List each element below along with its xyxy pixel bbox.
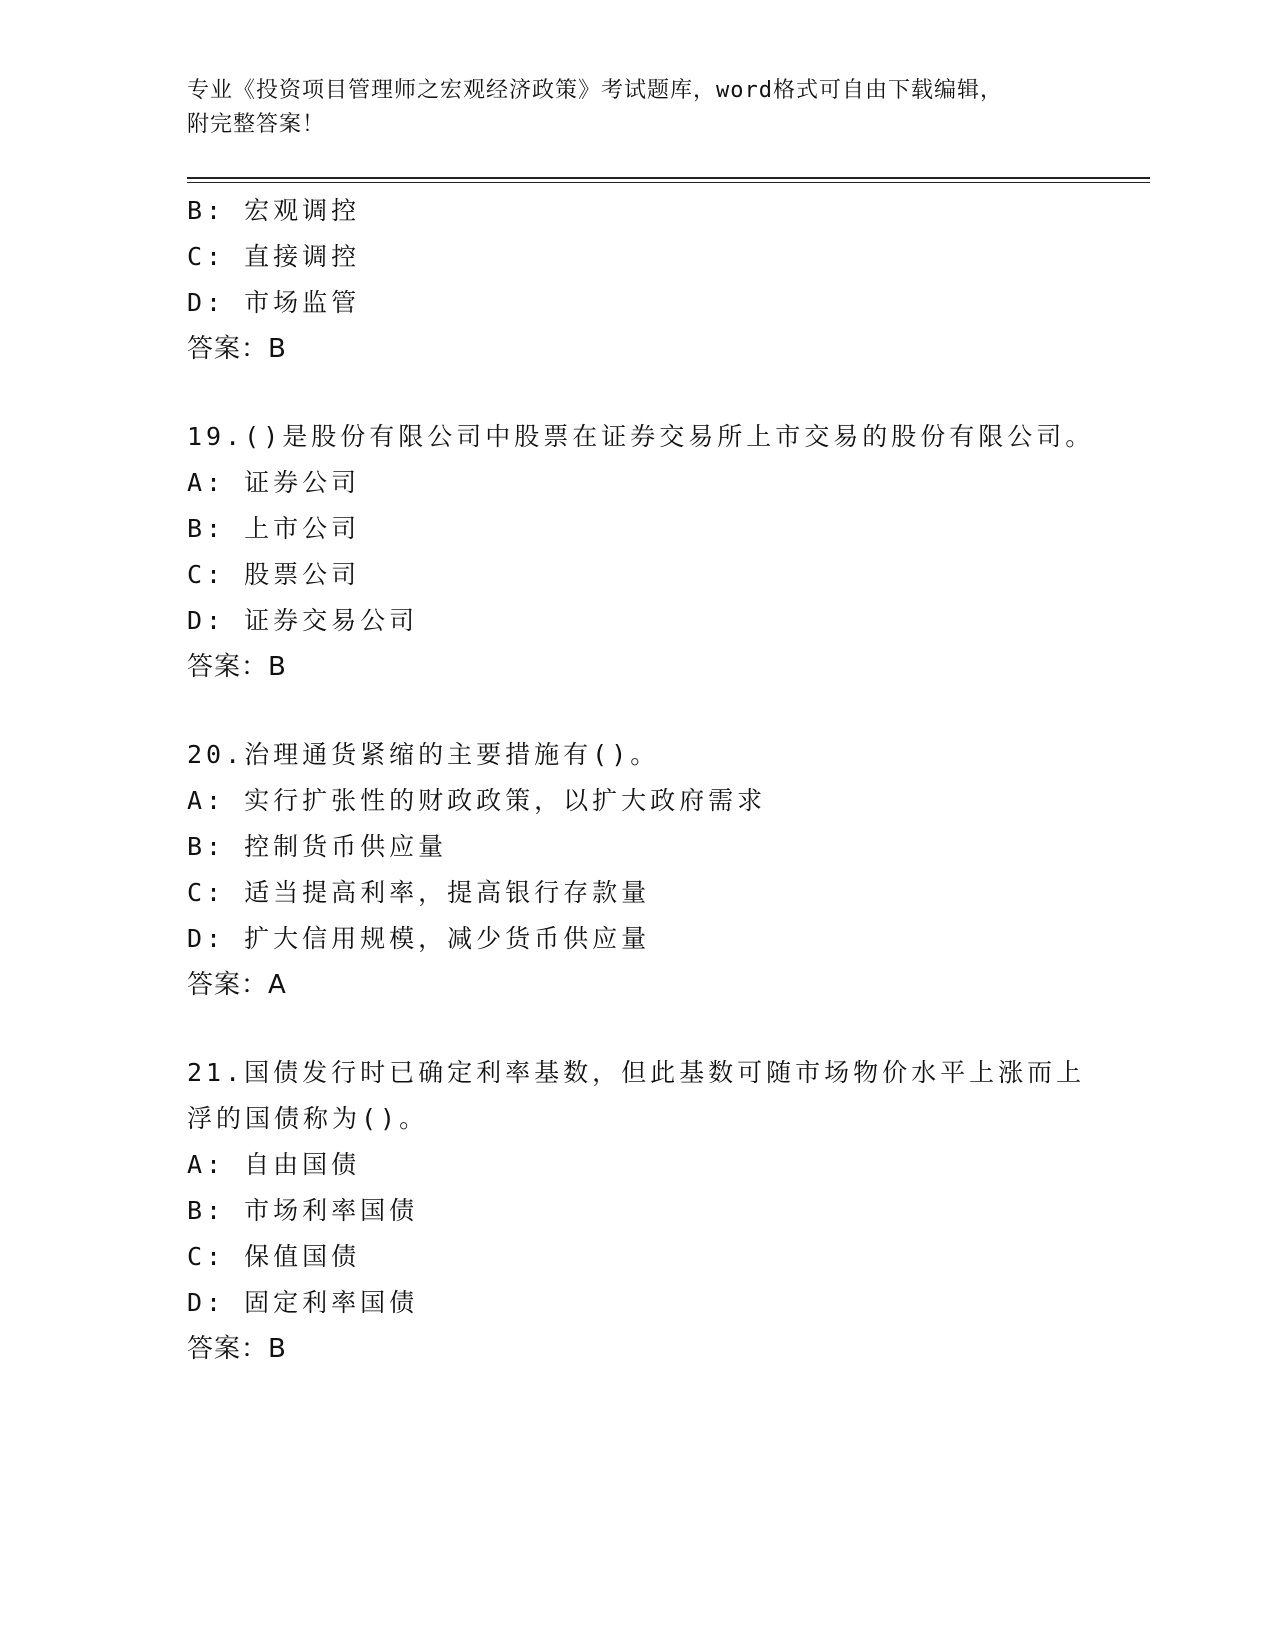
question-20 — [187, 732, 1087, 1008]
question-list — [187, 188, 1095, 1372]
option-b: B: 控制货币供应量 — [187, 832, 448, 861]
option-d: D: 市场监管 — [187, 288, 361, 317]
option-a: A: 证券公司 — [187, 468, 361, 497]
header-divider-thick — [187, 177, 1150, 179]
option-b: B: 上市公司 — [187, 514, 361, 543]
header-divider-thin — [187, 182, 1150, 183]
document-header — [187, 74, 1087, 142]
option-d: D: 扩大信用规模，减少货币供应量 — [187, 924, 651, 953]
question-stem: 19.()是股份有限公司中股票在证券交易所上市交易的股份有限公司。 — [187, 422, 1095, 451]
answer-line: 答案：B — [187, 1334, 287, 1364]
question-19 — [187, 414, 1095, 690]
option-b: B: 市场利率国债 — [187, 1196, 419, 1225]
option-a: A: 自由国债 — [187, 1150, 361, 1179]
option-c: C: 保值国债 — [187, 1242, 361, 1271]
option-c: C: 股票公司 — [187, 560, 361, 589]
question-stem-line-1: 21.国债发行时已确定利率基数，但此基数可随市场物价水平上涨而上 — [187, 1058, 1086, 1087]
answer-line: 答案：B — [187, 334, 287, 364]
option-b: B: 宏观调控 — [187, 196, 361, 225]
option-a: A: 实行扩张性的财政政策，以扩大政府需求 — [187, 786, 767, 815]
header-line-1: 专业《投资项目管理师之宏观经济政策》考试题库，word格式可自由下载编辑， — [187, 78, 1003, 103]
answer-line: 答案：A — [187, 970, 287, 1000]
question-stem: 20.治理通货紧缩的主要措施有()。 — [187, 740, 660, 769]
question-18-partial — [187, 188, 1087, 372]
question-21 — [187, 1050, 1087, 1372]
answer-line: 答案：B — [187, 652, 287, 682]
option-c: C: 直接调控 — [187, 242, 361, 271]
option-d: D: 固定利率国债 — [187, 1288, 419, 1317]
option-c: C: 适当提高利率，提高银行存款量 — [187, 878, 651, 907]
header-line-2: 附完整答案！ — [187, 112, 326, 137]
question-stem-line-2: 浮的国债称为()。 — [187, 1104, 429, 1133]
option-d: D: 证券交易公司 — [187, 606, 419, 635]
